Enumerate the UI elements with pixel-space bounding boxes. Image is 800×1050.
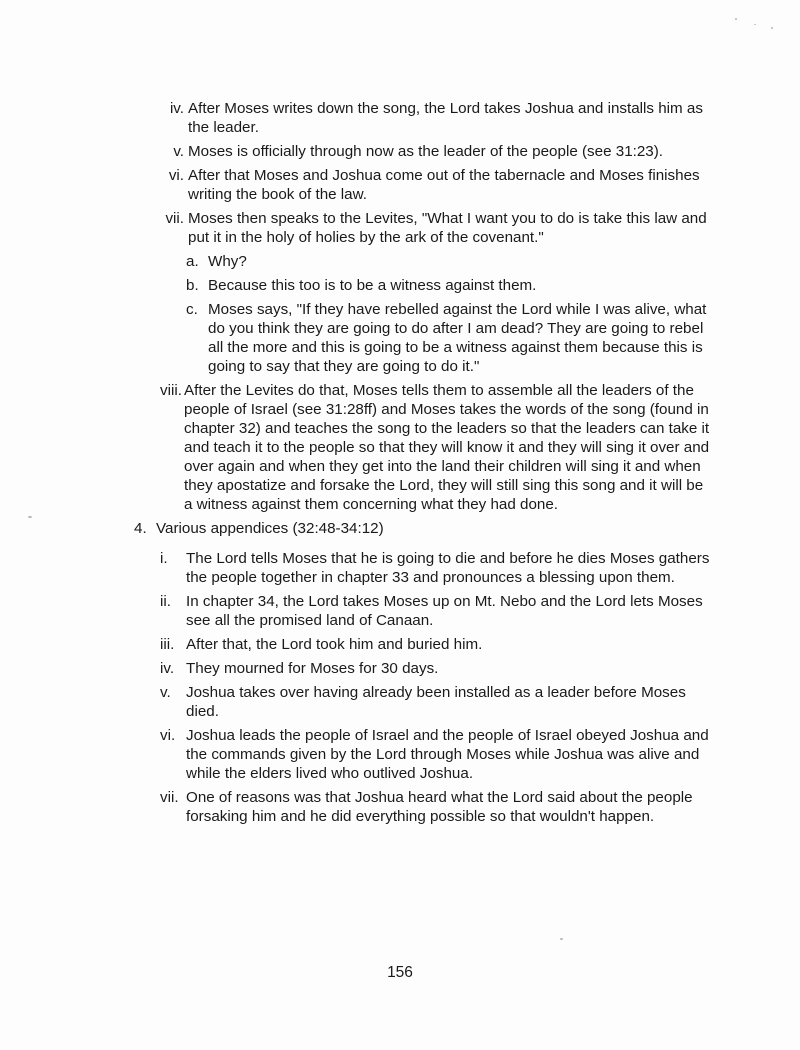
list-item <box>160 788 714 826</box>
scan-speck <box>754 24 756 25</box>
sub-list-marker: b. <box>186 277 199 294</box>
list-item-text: Joshua leads the people of Israel and the people of Israel obeyed Joshua and the commands given by the Lord through Moses while Joshua was alive and while the elders lived who outlived Joshua. <box>186 727 709 782</box>
sub-list-item-text: Why? <box>208 253 247 270</box>
list-item <box>160 635 714 654</box>
sub-list-item <box>186 300 714 376</box>
list-item <box>160 683 714 721</box>
list-item-text: Moses is officially through now as the leader of the people (see 31:23). <box>188 143 664 160</box>
sub-list-item-text: Because this too is to be a witness against them. <box>208 277 537 294</box>
scan-speck <box>28 516 32 518</box>
sub-list-item <box>186 276 714 295</box>
list-item <box>160 592 714 630</box>
list-item-text: After the Levites do that, Moses tells them to assemble all the leaders of the people of Israel (see 31:28ff) and Moses takes the words of the song (found in chapter 32) and teaches the song to the leaders so that the leaders can take it and teach it to the people so that they will know it and they will sing it over and over again and when they get into the land their children will sing it and when they apostatize and forsake the Lord, they will still sing this song and it will be a witness against them concerning what they had done. <box>184 382 710 513</box>
scan-speck <box>771 27 773 29</box>
list-marker: vii. <box>165 210 184 227</box>
list-item-text: After Moses writes down the song, the Lord takes Joshua and installs him as the leader. <box>188 100 703 136</box>
list-item <box>160 726 714 783</box>
list-item <box>160 142 714 161</box>
sub-list-item <box>186 252 714 271</box>
section-heading <box>134 519 714 538</box>
page-number: 156 <box>387 964 413 981</box>
list-marker: vii. <box>160 789 179 806</box>
list-item-text: In chapter 34, the Lord takes Moses up on Mt. Nebo and the Lord lets Moses see all the promised land of Canaan. <box>186 593 703 629</box>
list-marker: vi. <box>160 727 176 744</box>
list-item-text: Moses then speaks to the Levites, "What I want you to do is take this law and put it in the holy of holies by the ark of the covenant." <box>188 210 707 246</box>
list-item-text: The Lord tells Moses that he is going to die and before he dies Moses gathers the people together in chapter 33 and pronounces a blessing upon them. <box>186 550 710 586</box>
list-marker: iii. <box>160 636 175 653</box>
list-item-text: They mourned for Moses for 30 days. <box>186 660 439 677</box>
list-marker: ii. <box>160 593 171 610</box>
list-marker: viii. <box>160 382 182 399</box>
section-title: Various appendices (32:48-34:12) <box>156 520 384 537</box>
sub-list-marker: a. <box>186 253 199 270</box>
scan-speck <box>560 938 563 940</box>
list-item <box>160 659 714 678</box>
list-item-text: Joshua takes over having already been installed as a leader before Moses died. <box>186 684 686 720</box>
list-marker: v. <box>160 684 171 701</box>
list-item <box>160 99 714 137</box>
section-number: 4. <box>134 520 147 537</box>
sub-list-item-text: Moses says, "If they have rebelled against the Lord while I was alive, what do you think they are going to do after I am dead? They are going to rebel all the more and this is going to be a witness against them because this is going to say that they are going to do it." <box>208 301 707 375</box>
list-marker: i. <box>160 550 168 567</box>
list-marker: v. <box>173 143 184 160</box>
list-item-text: One of reasons was that Joshua heard what the Lord said about the people forsaking him and he did everything possible so that wouldn't happen. <box>186 789 693 825</box>
list-marker: vi. <box>168 167 184 184</box>
list-item-text: After that Moses and Joshua come out of the tabernacle and Moses finishes writing the book of the law. <box>188 167 700 203</box>
sub-list-marker: c. <box>186 301 198 318</box>
list-item <box>160 166 714 204</box>
scan-speck <box>735 18 737 20</box>
list-item <box>160 209 714 247</box>
list-item-text: After that, the Lord took him and buried him. <box>186 636 483 653</box>
list-item <box>160 381 714 514</box>
document-body <box>134 99 714 831</box>
list-item <box>160 549 714 587</box>
list-marker: iv. <box>160 660 175 677</box>
list-marker: iv. <box>169 100 184 117</box>
